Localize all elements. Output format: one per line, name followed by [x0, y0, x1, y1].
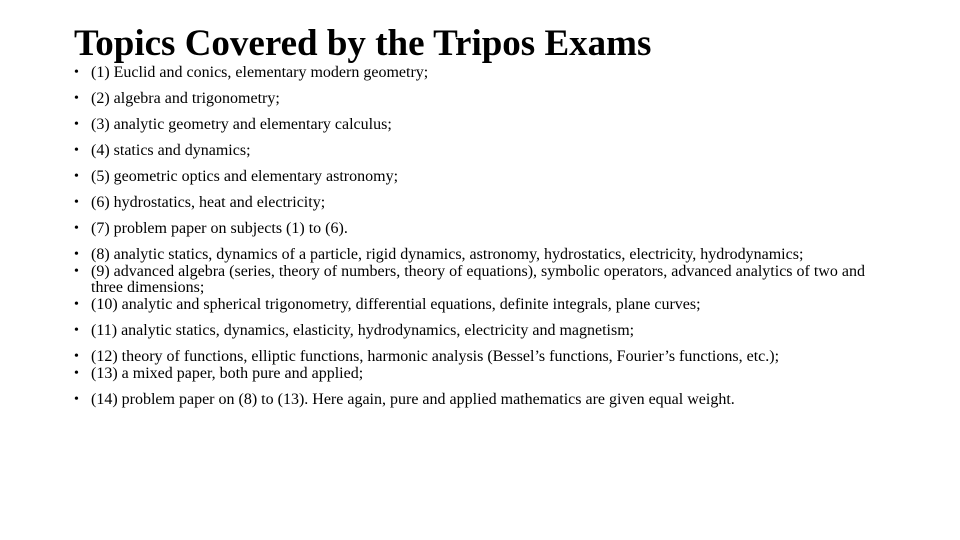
bullet-icon: •: [74, 366, 79, 381]
bullet-icon: •: [74, 221, 79, 236]
topic-text: (13) a mixed paper, both pure and applied;: [91, 365, 364, 382]
topic-text: (9) advanced algebra (series, theory of numbers, theory of equations), symbolic operators, advanced analytics of two and three dimensions;: [91, 263, 865, 296]
topic-text: (5) geometric optics and elementary astronomy;: [91, 168, 399, 185]
list-item: [74, 117, 874, 133]
bullet-icon: •: [74, 323, 79, 338]
topic-text: (12) theory of functions, elliptic functions, harmonic analysis (Bessel’s functions, Fourier’s functions, etc.);: [91, 348, 780, 365]
list-item: [74, 221, 874, 237]
list-item: [74, 392, 874, 408]
bullet-icon: •: [74, 264, 79, 279]
bullet-icon: •: [74, 349, 79, 364]
topic-text: (11) analytic statics, dynamics, elasticity, hydrodynamics, electricity and magnetism;: [91, 322, 635, 339]
bullet-icon: •: [74, 117, 79, 132]
list-item: [74, 366, 874, 382]
bullet-icon: •: [74, 195, 79, 210]
list-item: [74, 247, 874, 263]
topic-text: (14) problem paper on (8) to (13). Here again, pure and applied mathematics are given equal weight.: [91, 391, 735, 408]
list-item: [74, 323, 874, 339]
topic-text: (6) hydrostatics, heat and electricity;: [91, 194, 326, 211]
list-item: [74, 143, 874, 159]
list-item: [74, 264, 874, 296]
slide-title: Topics Covered by the Tripos Exams: [74, 23, 652, 64]
topic-list: [74, 65, 874, 409]
topic-text: (4) statics and dynamics;: [91, 142, 251, 159]
bullet-icon: •: [74, 65, 79, 80]
list-item: [74, 349, 874, 365]
bullet-icon: •: [74, 169, 79, 184]
topic-text: (8) analytic statics, dynamics of a particle, rigid dynamics, astronomy, hydrostatics, electricity, hydrodynamics;: [91, 246, 804, 263]
topic-text: (3) analytic geometry and elementary calculus;: [91, 116, 392, 133]
bullet-icon: •: [74, 143, 79, 158]
topic-text: (10) analytic and spherical trigonometry, differential equations, definite integrals, plane curves;: [91, 296, 701, 313]
list-item: [74, 65, 874, 81]
topic-text: (7) problem paper on subjects (1) to (6).: [91, 220, 348, 237]
bullet-icon: •: [74, 247, 79, 262]
list-item: [74, 297, 874, 313]
list-item: [74, 91, 874, 107]
list-item: [74, 195, 874, 211]
bullet-icon: •: [74, 91, 79, 106]
bullet-icon: •: [74, 392, 79, 407]
topic-text: (1) Euclid and conics, elementary modern geometry;: [91, 64, 429, 81]
bullet-icon: •: [74, 297, 79, 312]
list-item: [74, 169, 874, 185]
topic-text: (2) algebra and trigonometry;: [91, 90, 280, 107]
